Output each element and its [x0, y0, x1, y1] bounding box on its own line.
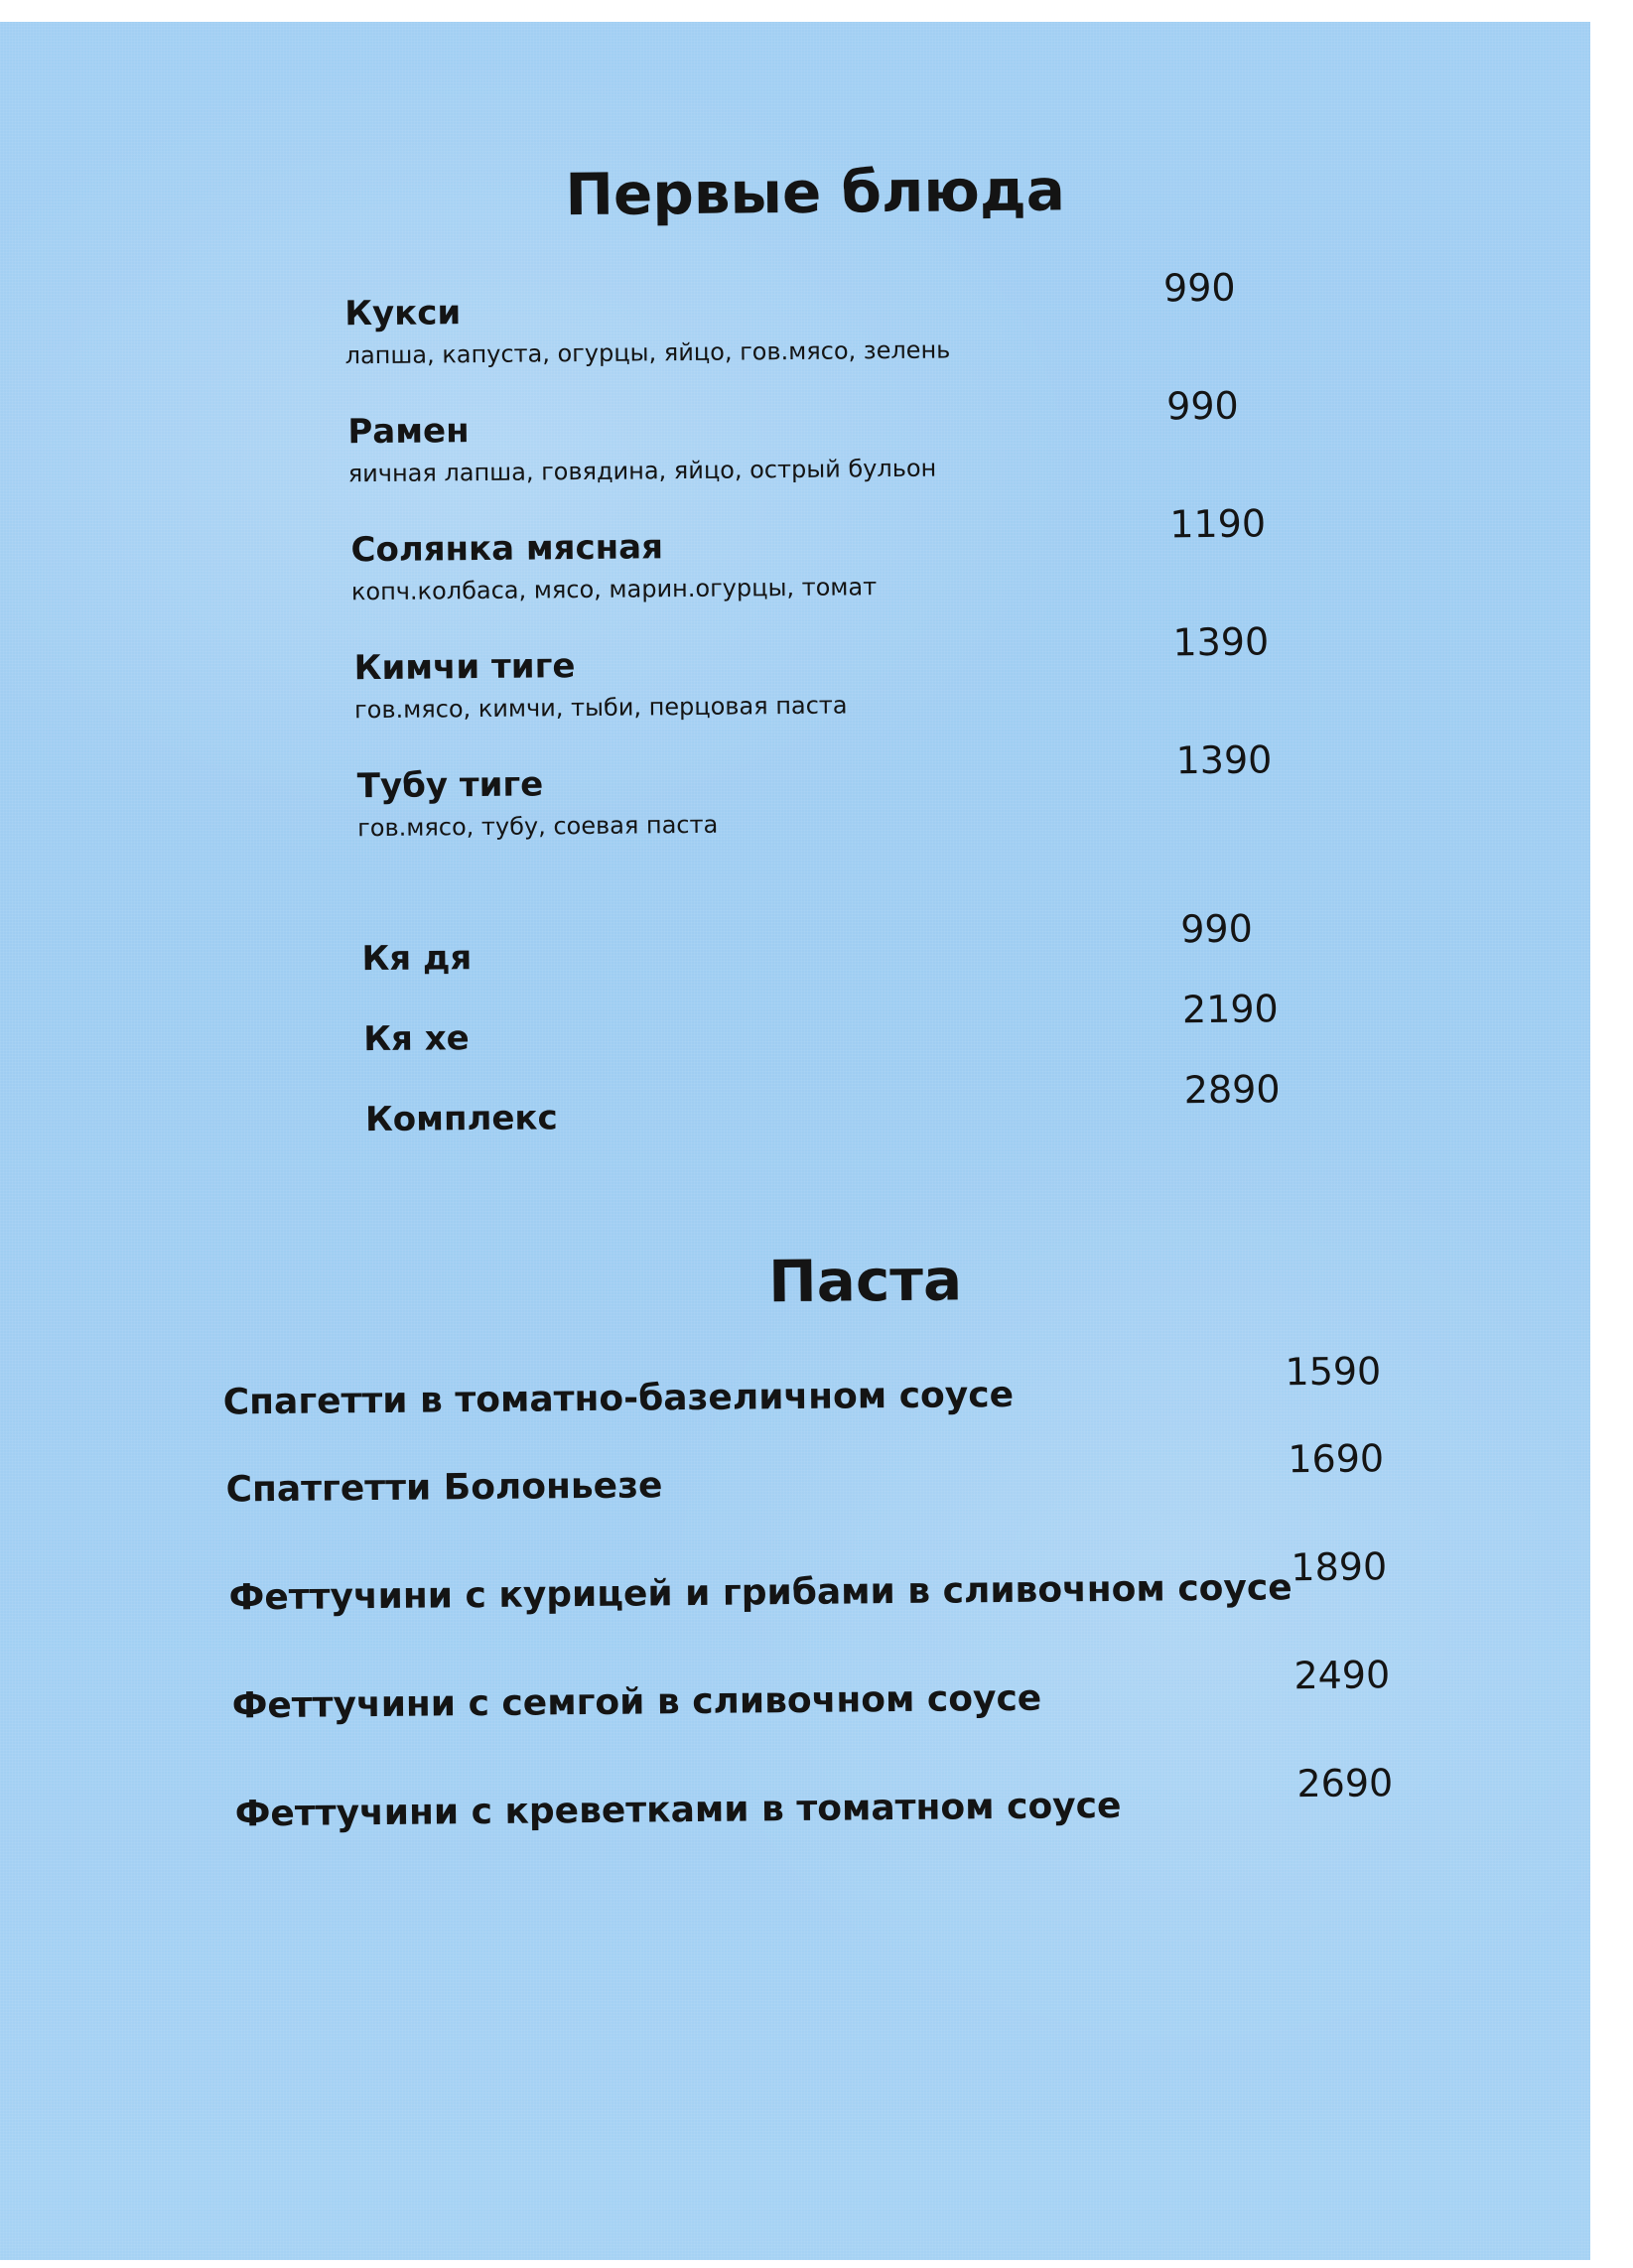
item-price: 2690	[1296, 1761, 1394, 1806]
item-price: 1890	[1291, 1544, 1388, 1590]
item-price: 1390	[1175, 737, 1273, 783]
item-name: Феттучини с семгой в сливочном соусе	[231, 1677, 1042, 1727]
item-price: 1690	[1288, 1436, 1385, 1482]
item-price: 990	[1180, 906, 1253, 952]
item-price: 990	[1165, 383, 1239, 429]
item-description: гов.мясо, тубу, соевая паста	[357, 810, 719, 843]
item-price: 990	[1162, 265, 1236, 311]
item-price: 1590	[1285, 1349, 1382, 1395]
item-price: 2190	[1181, 987, 1279, 1032]
item-price: 2890	[1183, 1067, 1281, 1113]
item-name: Кимчи тиге	[353, 646, 576, 689]
section-title-pasta: Паста	[767, 1246, 963, 1316]
section-title-first-courses: Первые блюда	[565, 156, 1066, 229]
item-price: 1390	[1172, 619, 1270, 665]
menu-content	[0, 14, 1601, 2267]
item-name: Спагетти в томатно-базеличном соусе	[222, 1374, 1015, 1423]
item-description: яичная лапша, говядина, яйцо, острый бульон	[347, 454, 937, 488]
item-name: Солянка мясная	[350, 527, 664, 571]
item-name: Спатгетти Болоньезе	[225, 1465, 663, 1511]
item-name: Комплекс	[364, 1098, 558, 1140]
item-name: Феттучини с курицей и грибами в сливочном соусе	[228, 1567, 1293, 1619]
item-name: Рамен	[347, 411, 470, 453]
item-name: Феттучини с креветками в томатном соусе	[234, 1785, 1122, 1835]
item-name: Тубу тиге	[356, 764, 544, 807]
item-description: копч.колбаса, мясо, марин.огурцы, томат	[350, 573, 878, 606]
item-name: Кя хе	[363, 1018, 470, 1060]
item-name: Кукси	[344, 293, 462, 334]
item-price: 1190	[1169, 501, 1267, 547]
item-description: лапша, капуста, огурцы, яйцо, гов.мясо, зелень	[344, 335, 951, 370]
item-name: Кя дя	[361, 938, 473, 980]
item-price: 2490	[1293, 1653, 1391, 1698]
menu-page	[0, 22, 1590, 2260]
item-description: гов.мясо, кимчи, тыби, перцовая паста	[353, 691, 848, 725]
